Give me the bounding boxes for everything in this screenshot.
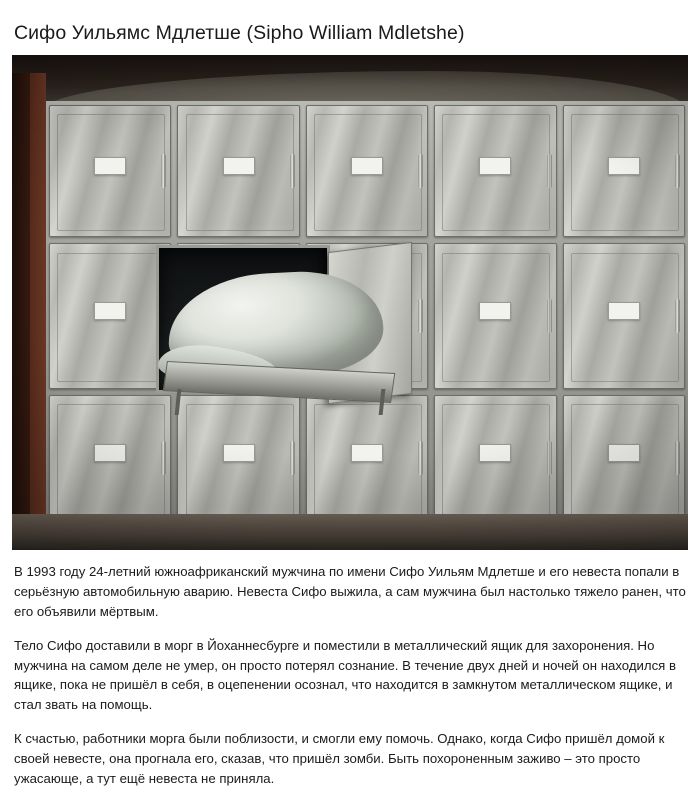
door-handle: [675, 154, 680, 188]
door-label-plate: [223, 444, 255, 462]
floor: [12, 514, 688, 550]
cabinet-door: [306, 105, 428, 237]
door-handle: [418, 299, 423, 333]
cabinet-door: [434, 105, 556, 237]
cabinet-door: [49, 243, 171, 389]
paragraph: К счастью, работники морга были поблизости, и смогли ему помочь. Однако, когда Сифо пришёл домой к своей невесте, она прогнала его, сказав, что пришёл зомби. Быть похороненным заживо – это просто ужасающе, а тут ещё невеста не приняла.: [14, 730, 665, 786]
door-handle: [418, 441, 423, 475]
cabinet-door: [177, 105, 299, 237]
door-label-plate: [608, 157, 640, 175]
page-title: Сифо Уильямс Мдлетше (Sipho William Mdletshe): [14, 22, 465, 44]
cabinet-door: [434, 243, 556, 389]
paragraph: Тело Сифо доставили в морг в Йоханнесбурге и поместили в металлический ящик для захоронения. Но мужчина на самом деле не умер, он просто потерял сознание. В течение двух дней и ночей он находился в ящике, пока не пришёл в себя, в оцепенении осознал, что находится в замкнутом металлическом ящике, и стал звать на помощь.: [14, 637, 676, 713]
door-label-plate: [479, 157, 511, 175]
paragraph: В 1993 году 24-летний южноафриканский мужчина по имени Сифо Уильям Мдлетше и его невеста попали в серьёзную автомобильную аварию. Невеста Сифо выжила, а сам мужчина был настолько тяжело ранен, что его объявили мёртвым.: [14, 564, 686, 619]
door-handle: [418, 154, 423, 188]
door-handle: [290, 154, 295, 188]
door-handle: [547, 441, 552, 475]
cabinet-door: [563, 105, 685, 237]
door-label-plate: [94, 157, 126, 175]
door-label-plate: [479, 302, 511, 320]
cabinet-door: [563, 243, 685, 389]
door-label-plate: [479, 444, 511, 462]
side-wall: [12, 73, 46, 550]
tray-support: [175, 389, 386, 415]
cabinet-door: [49, 395, 171, 521]
door-handle: [675, 441, 680, 475]
article-image: [12, 55, 688, 550]
door-label-plate: [608, 444, 640, 462]
door-handle: [290, 441, 295, 475]
door-handle: [161, 154, 166, 188]
cabinet-door: [49, 105, 171, 237]
cabinet-bank: [46, 101, 688, 528]
cabinet-row-top: [46, 105, 688, 237]
door-handle: [161, 441, 166, 475]
door-handle: [547, 299, 552, 333]
cabinet-door: [434, 395, 556, 521]
door-label-plate: [94, 444, 126, 462]
door-label-plate: [94, 302, 126, 320]
morgue-cabinets-photo: [12, 55, 688, 550]
door-handle: [547, 154, 552, 188]
article-body: [0, 550, 700, 798]
door-handle: [675, 299, 680, 333]
cabinet-door: [563, 395, 685, 521]
door-label-plate: [351, 444, 383, 462]
door-label-plate: [608, 302, 640, 320]
side-wall-shadow: [12, 73, 30, 550]
door-label-plate: [223, 157, 255, 175]
door-label-plate: [351, 157, 383, 175]
